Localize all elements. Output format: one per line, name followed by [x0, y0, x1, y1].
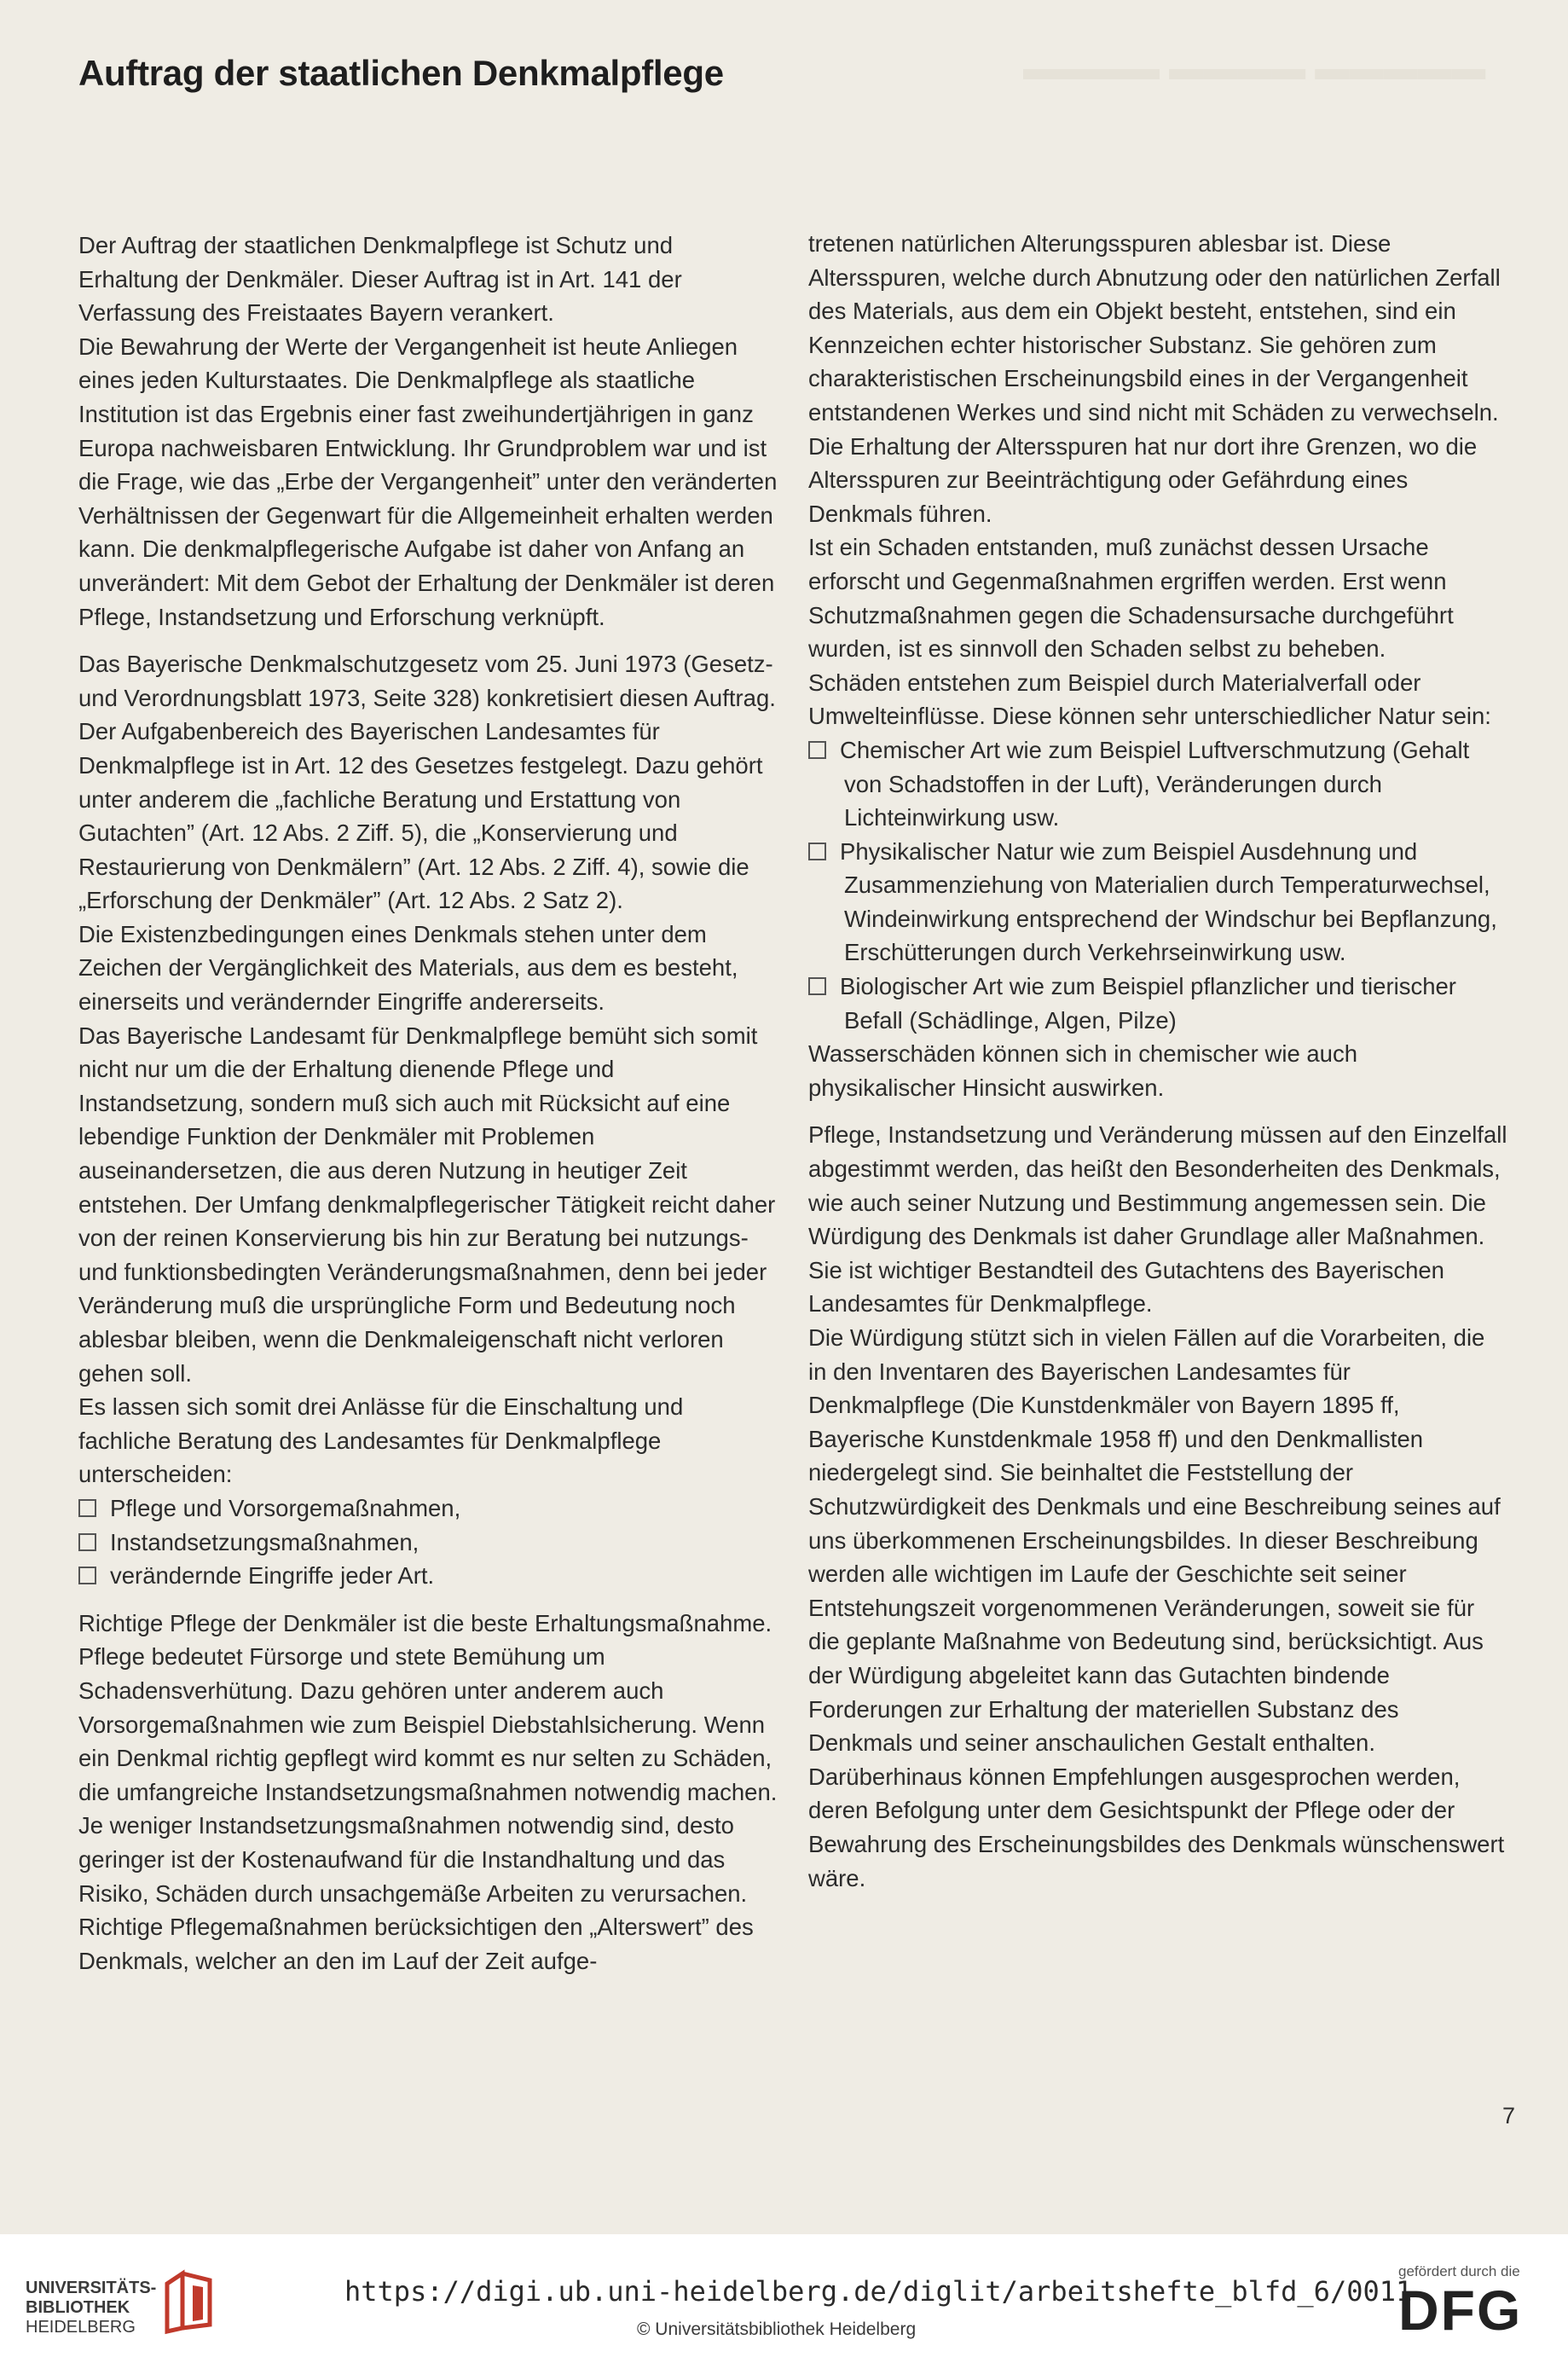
library-logo-icon[interactable]	[159, 2268, 218, 2337]
paragraph: Das Bayerische Denkmalschutzgesetz vom 25. Juni 1973 (Gesetz- und Verordnungsblatt 1973, Seite 328) konkretisiert diesen Auftrag. Der Aufgabenbereich des Bayerischen Landesamtes für Denkmalpflege ist in Art. 12 des Gesetzes festgelegt. Dazu gehört unter anderem die „fachliche Beratung und Erstattung von Gutachten” (Art. 12 Abs. 2 Ziff. 5), die „Konservierung und Restaurierung von Denkmälern” (Art. 12 Abs. 2 Ziff. 4), sowie die „Erforschung der Denkmäler” (Art. 12 Abs. 2 Satz 2).	[78, 651, 776, 914]
checkbox-square-icon	[78, 1567, 96, 1584]
occasion-list	[78, 1491, 779, 1593]
page-title: Auftrag der staatlichen Denkmalpflege	[78, 53, 724, 93]
paragraph: Die Bewahrung der Werte der Vergangenheit ist heute Anliegen eines jeden Kulturstaates. Die Denkmalpflege als staatliche Institution ist das Ergebnis einer fast zweihundertjährigen in ganz Europa nachweisbaren Entwicklung. Ihr Grundproblem war und ist die Frage, wie das „Erbe der Vergangenheit” unter den veränderten Verhältnissen der Gegenwart für die Allgemeinheit erhalten werden kann. Die denkmalpflegerische Aufgabe ist daher von Anfang an unverändert: Mit dem Gebot der Erhaltung der Denkmäler ist deren Pflege, Instandsetzung und Erforschung verknüpft.	[78, 333, 778, 630]
copyright-notice: © Universitätsbibliothek Heidelberg	[637, 2320, 917, 2339]
library-name-line: HEIDELBERG	[26, 2318, 136, 2337]
left-column	[78, 229, 779, 1978]
digitization-footer	[0, 2234, 1568, 2363]
paragraph: Pflege bedeutet Fürsorge und stete Bemühung um Schadensverhütung. Dazu gehören unter anderem auch Vorsorgemaßnahmen wie zum Beispiel Diebstahlsicherung. Wenn ein Denkmal richtig gepflegt wird kommt es nur selten zu Schäden, die umfangreiche Instandsetzungsmaßnahmen notwendig machen. Je weniger Instandsetzungsmaßnahmen notwendig sind, desto geringer ist der Kostenaufwand für die Instandhaltung und das Risiko, Schäden durch unsachgemäße Arbeiten zu verursachen.	[78, 1643, 778, 1907]
checkbox-square-icon	[808, 977, 826, 995]
list-item-text: Chemischer Art wie zum Beispiel Luftverschmutzung (Gehalt von Schadstoffen in der Luft), Veränderungen durch Lichteinwirkung usw.	[840, 736, 1470, 831]
damage-type-list	[808, 733, 1507, 1037]
list-item-text: Biologischer Art wie zum Beispiel pflanzlicher und tierischer Befall (Schädlinge, Algen, Pilze)	[840, 973, 1456, 1034]
permalink-url[interactable]: https://digi.ub.uni-heidelberg.de/diglit/arbeitshefte_blfd_6/0011	[344, 2275, 1413, 2308]
list-item-text: Physikalischer Natur wie zum Beispiel Ausdehnung und Zusammenziehung von Materialien durch Temperaturwechsel, Windeinwirkung entsprechend der Windschur bei Bepflanzung, Erschütterungen durch Verkehrseinwirkung usw.	[840, 837, 1497, 966]
checkbox-square-icon	[78, 1499, 96, 1517]
paragraph: tretenen natürlichen Alterungsspuren ablesbar ist. Diese Altersspuren, welche durch Abnutzung oder den natürlichen Zerfall des Materials, aus dem ein Objekt besteht, entstehen, sind ein Kennzeichen echter historischer Substanz. Sie gehören zum charakteristischen Erscheinungsbild eines in der Vergangenheit entstandenen Werkes und sind nicht mit Schäden zu verwechseln. Die Erhaltung der Altersspuren hat nur dort ihre Grenzen, wo die Altersspuren zur Beeinträchtigung oder Gefährdung eines Denkmals führen.	[808, 230, 1501, 527]
list-item-text: verändernde Eingriffe jeder Art.	[110, 1562, 435, 1590]
paragraph: Die Würdigung stützt sich in vielen Fällen auf die Vorarbeiten, die in den Inventaren des Bayerischen Landesamtes für Denkmalpflege (Die Kunstdenkmäler von Bayern 1895 ff, Bayerische Kunstdenkmale 1958 ff) und den Denkmallisten niedergelegt sind. Sie beinhaltet die Feststellung der Schutzwürdigkeit des Denkmals und eine Beschreibung seines auf uns überkommenen Erscheinungsbildes. In dieser Beschreibung werden alle wichtigen im Laufe der Geschichte seit seiner Entstehungszeit vorgenommenen Veränderungen, soweit sie für die geplante Maßnahme von Bedeutung sind, berücksichtigt. Aus der Würdigung abgeleitet kann das Gutachten bindende Forderungen zur Erhaltung der materiellen Substanz des Denkmals und seiner anschaulichen Gestalt enthalten. Darüberhinaus können Empfehlungen ausgesprochen werden, deren Befolgung unter dem Gesichtspunkt der Pflege oder der Bewahrung des Erscheinungsbildes des Denkmals wünschenswert wäre.	[808, 1324, 1505, 1891]
paragraph: Schäden entstehen zum Beispiel durch Materialverfall oder Umwelteinflüsse. Diese können sehr unterschiedlicher Natur sein:	[808, 669, 1491, 730]
paragraph: Richtige Pflege der Denkmäler ist die beste Erhaltungsmaßnahme.	[78, 1609, 772, 1636]
list-item	[808, 733, 1507, 835]
list-item	[78, 1559, 779, 1593]
paragraph: Richtige Pflegemaßnahmen berücksichtigen den „Alterswert” des Denkmals, welcher an den im Lauf der Zeit aufge-	[78, 1914, 754, 1974]
library-name-line: BIBLIOTHEK	[26, 2298, 130, 2317]
bleed-through-shadow: ▬▬▬▬ ▬▬▬▬ ▬▬▬▬▬	[1023, 49, 1486, 87]
funding-caption: gefördert durch die	[1398, 2263, 1520, 2279]
list-item	[78, 1491, 779, 1526]
list-item	[808, 970, 1507, 1037]
paragraph: Die Existenzbedingungen eines Denkmals stehen unter dem Zeichen der Vergänglichkeit des Materials, aus dem es besteht, einerseits und verändernder Eingriffe andererseits.	[78, 920, 738, 1016]
library-name[interactable]	[26, 2279, 156, 2337]
list-item	[808, 835, 1507, 970]
list-item-text: Pflege und Vorsorgemaßnahmen,	[110, 1494, 461, 1521]
page-number: 7	[1502, 2103, 1516, 2128]
library-name-line: UNIVERSITÄTS-	[26, 2279, 157, 2297]
checkbox-square-icon	[78, 1533, 96, 1551]
paragraph: Das Bayerische Landesamt für Denkmalpflege bemüht sich somit nicht nur um die der Erhaltung dienende Pflege und Instandsetzung, sondern muß sich auch mit Rücksicht auf eine lebendige Funktion der Denkmäler mit Problemen auseinandersetzen, die aus deren Nutzung in heutiger Zeit entstehen. Der Umfang denkmalpflegerischer Tätigkeit reicht daher von der reinen Konservierung bis hin zur Beratung bei nutzungs- und funktionsbedingten Veränderungsmaßnahmen, denn bei jeder Veränderung muß die ursprüngliche Form und Bedeutung noch ablesbar bleiben, wenn die Denkmaleigenschaft nicht verloren gehen soll.	[78, 1022, 776, 1387]
checkbox-square-icon	[808, 843, 826, 860]
list-item	[78, 1526, 779, 1560]
paragraph: Wasserschäden können sich in chemischer wie auch physikalischer Hinsicht auswirken.	[808, 1040, 1358, 1101]
paragraph: Der Auftrag der staatlichen Denkmalpflege ist Schutz und Erhaltung der Denkmäler. Dieser Auftrag ist in Art. 141 der Verfassung des Freistaates Bayern verankert.	[78, 232, 682, 327]
paragraph: Es lassen sich somit drei Anlässe für die Einschaltung und fachliche Beratung des Landesamtes für Denkmalpflege unterscheiden:	[78, 1393, 684, 1488]
checkbox-square-icon	[808, 741, 826, 759]
list-item-text: Instandsetzungsmaßnahmen,	[110, 1528, 419, 1555]
paragraph: Pflege, Instandsetzung und Veränderung müssen auf den Einzelfall abgestimmt werden, das heißt den Besonderheiten des Denkmals, wie auch seiner Nutzung und Bestimmung angemessen sein. Die Würdigung des Denkmals ist daher Grundlage aller Maßnahmen. Sie ist wichtiger Bestandteil des Gutachtens des Bayerischen Landesamtes für Denkmalpflege.	[808, 1121, 1507, 1318]
paragraph: Ist ein Schaden entstanden, muß zunächst dessen Ursache erforscht und Gegenmaßnahmen ergriffen werden. Erst wenn Schutzmaßnahmen gegen die Schadensursache durchgeführt wurden, ist es sinnvoll den Schaden selbst zu beheben.	[808, 534, 1454, 663]
right-column	[808, 227, 1507, 1895]
dfg-logo[interactable]: DFG	[1398, 2279, 1523, 2342]
